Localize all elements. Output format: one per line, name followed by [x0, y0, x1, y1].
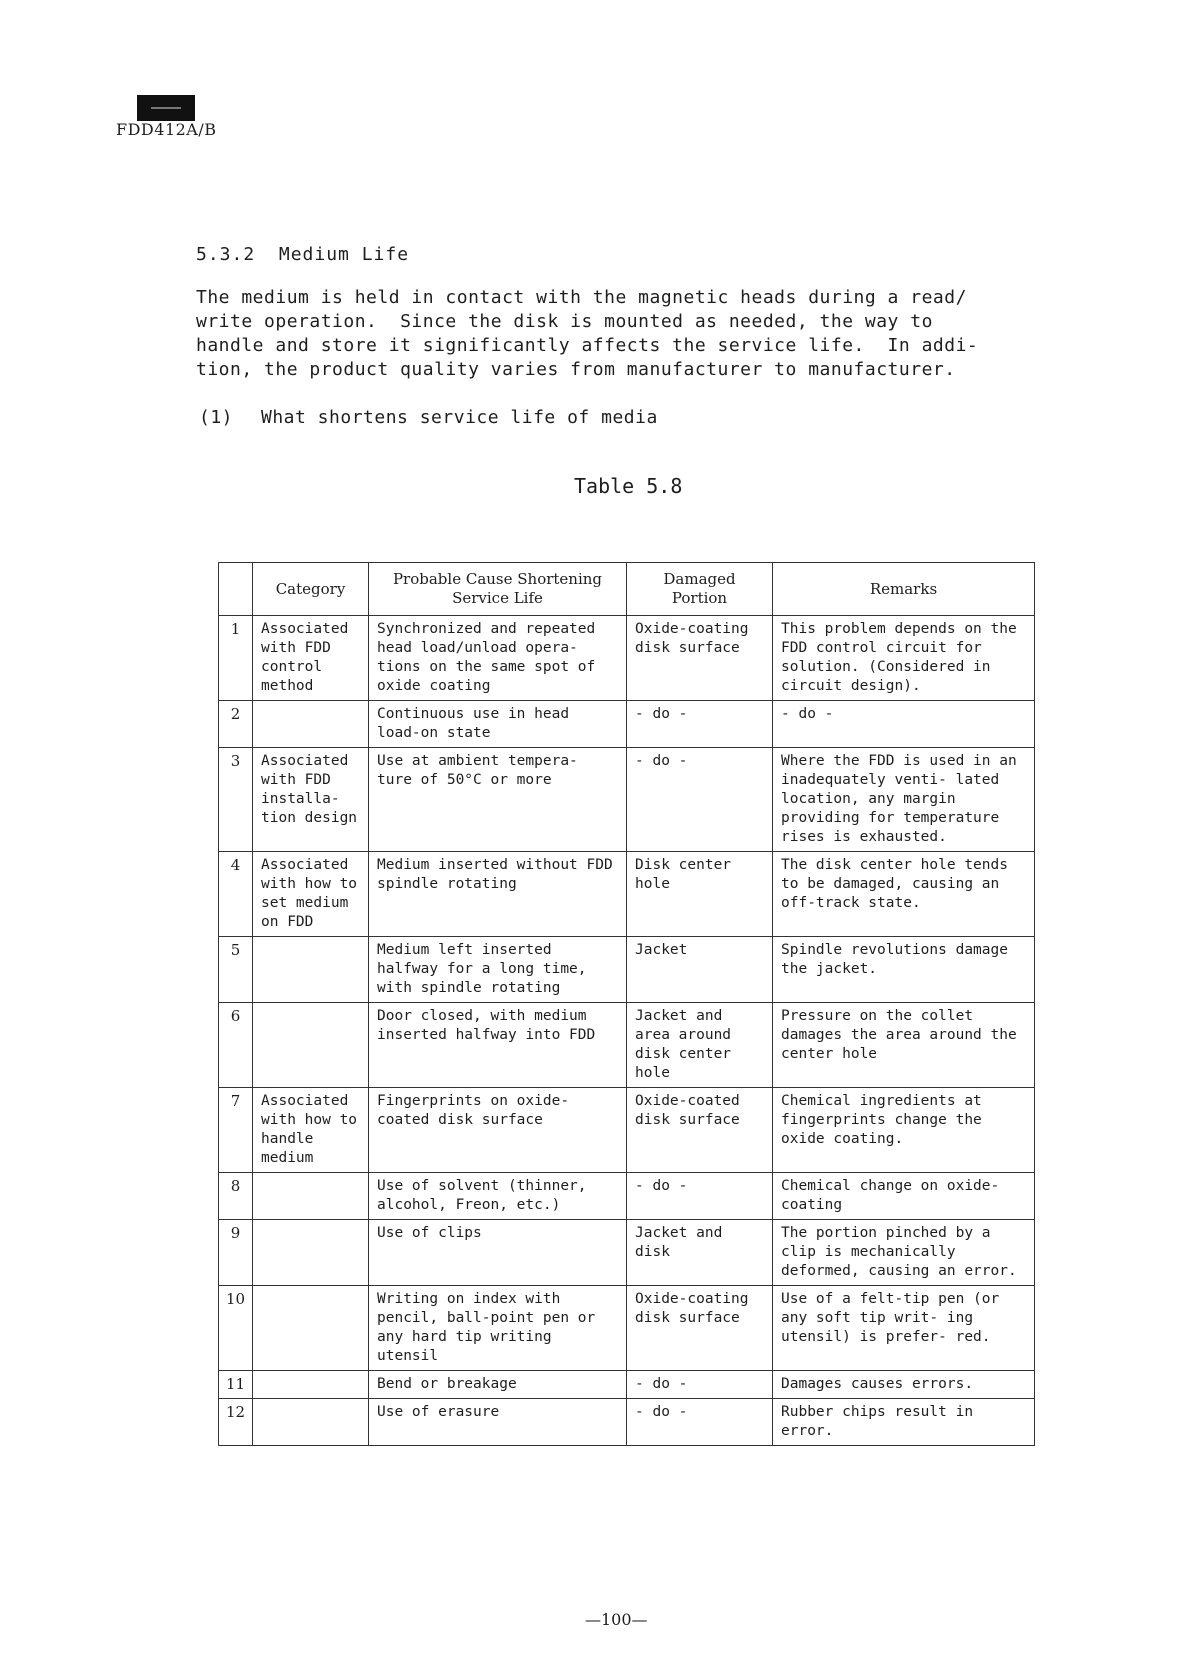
list-item — [199, 407, 658, 428]
row-remarks: Damages causes errors. — [773, 1371, 1035, 1399]
row-cause: Use of erasure — [369, 1399, 627, 1446]
table-row — [219, 1088, 1035, 1173]
row-cause: Writing on index with pencil, ball-point pen or any hard tip writing utensil — [369, 1286, 627, 1371]
item-text: What shortens service life of media — [261, 407, 658, 428]
row-cause: Use at ambient tempera- ture of 50°C or more — [369, 748, 627, 852]
row-category: Associated with how to set medium on FDD — [253, 852, 369, 937]
table-row — [219, 1371, 1035, 1399]
row-remarks: Chemical change on oxide-coating — [773, 1173, 1035, 1220]
row-portion: - do - — [627, 1399, 773, 1446]
row-category: Associated with how to handle medium — [253, 1088, 369, 1173]
row-number: 2 — [219, 701, 253, 748]
row-category: Associated with FDD control method — [253, 616, 369, 701]
row-cause: Use of solvent (thinner, alcohol, Freon, etc.) — [369, 1173, 627, 1220]
row-remarks: Pressure on the collet damages the area around the center hole — [773, 1003, 1035, 1088]
model-number: FDD412A/B — [116, 120, 217, 139]
row-category — [253, 1371, 369, 1399]
section-paragraph — [196, 286, 1056, 382]
row-number: 1 — [219, 616, 253, 701]
service-life-table — [218, 562, 1035, 1446]
row-remarks: Chemical ingredients at fingerprints change the oxide coating. — [773, 1088, 1035, 1173]
row-number: 4 — [219, 852, 253, 937]
table-row — [219, 1220, 1035, 1286]
row-remarks: The portion pinched by a clip is mechanically deformed, causing an error. — [773, 1220, 1035, 1286]
row-number: 8 — [219, 1173, 253, 1220]
row-portion: - do - — [627, 748, 773, 852]
row-remarks: Spindle revolutions damage the jacket. — [773, 937, 1035, 1003]
row-remarks: Rubber chips result in error. — [773, 1399, 1035, 1446]
row-cause: Fingerprints on oxide- coated disk surface — [369, 1088, 627, 1173]
row-remarks: Where the FDD is used in an inadequately venti- lated location, any margin providing for temperature rises is exhausted. — [773, 748, 1035, 852]
row-portion: - do - — [627, 1173, 773, 1220]
row-category — [253, 1220, 369, 1286]
table-row — [219, 1286, 1035, 1371]
header-category: Category — [253, 563, 369, 616]
table-row — [219, 937, 1035, 1003]
table-row — [219, 616, 1035, 701]
header-remarks: Remarks — [773, 563, 1035, 616]
row-number: 11 — [219, 1371, 253, 1399]
row-number: 12 — [219, 1399, 253, 1446]
row-number: 3 — [219, 748, 253, 852]
page-number: —100— — [585, 1610, 648, 1629]
row-category — [253, 937, 369, 1003]
item-number: (1) — [199, 407, 234, 428]
paragraph-line: tion, the product quality varies from manufacturer to manufacturer. — [196, 359, 956, 380]
table-caption: Table 5.8 — [574, 474, 683, 498]
row-number: 6 — [219, 1003, 253, 1088]
row-cause: Medium left inserted halfway for a long time, with spindle rotating — [369, 937, 627, 1003]
row-portion: Oxide-coating disk surface — [627, 616, 773, 701]
table-row — [219, 1173, 1035, 1220]
row-cause: Door closed, with medium inserted halfway into FDD — [369, 1003, 627, 1088]
table-row — [219, 1399, 1035, 1446]
row-cause: Medium inserted without FDD spindle rotating — [369, 852, 627, 937]
paragraph-line: The medium is held in contact with the magnetic heads during a read/ — [196, 287, 967, 308]
row-category — [253, 1003, 369, 1088]
row-portion: Jacket and disk — [627, 1220, 773, 1286]
row-cause: Continuous use in head load-on state — [369, 701, 627, 748]
row-portion: Jacket and area around disk center hole — [627, 1003, 773, 1088]
table-row — [219, 1003, 1035, 1088]
row-remarks: The disk center hole tends to be damaged, causing an off-track state. — [773, 852, 1035, 937]
row-portion: Oxide-coating disk surface — [627, 1286, 773, 1371]
header-cause: Probable Cause Shortening Service Life — [369, 563, 627, 616]
row-category — [253, 701, 369, 748]
table-row — [219, 748, 1035, 852]
row-number: 7 — [219, 1088, 253, 1173]
row-portion: - do - — [627, 701, 773, 748]
table-row — [219, 852, 1035, 937]
row-portion: Disk center hole — [627, 852, 773, 937]
table-row — [219, 701, 1035, 748]
row-number: 5 — [219, 937, 253, 1003]
row-cause: Use of clips — [369, 1220, 627, 1286]
row-portion: Jacket — [627, 937, 773, 1003]
row-cause: Synchronized and repeated head load/unload opera- tions on the same spot of oxide coating — [369, 616, 627, 701]
row-number: 10 — [219, 1286, 253, 1371]
paragraph-line: handle and store it significantly affects the service life. In addi- — [196, 335, 979, 356]
row-remarks: - do - — [773, 701, 1035, 748]
row-remarks: This problem depends on the FDD control circuit for solution. (Considered in circuit design). — [773, 616, 1035, 701]
section-title: 5.3.2 Medium Life — [196, 244, 410, 265]
row-portion: - do - — [627, 1371, 773, 1399]
header-portion: Damaged Portion — [627, 563, 773, 616]
paragraph-line: write operation. Since the disk is mounted as needed, the way to — [196, 311, 933, 332]
row-category — [253, 1399, 369, 1446]
header-number — [219, 563, 253, 616]
row-cause: Bend or breakage — [369, 1371, 627, 1399]
table-header-row — [219, 563, 1035, 616]
row-remarks: Use of a felt-tip pen (or any soft tip writ- ing utensil) is prefer- red. — [773, 1286, 1035, 1371]
row-portion: Oxide-coated disk surface — [627, 1088, 773, 1173]
row-number: 9 — [219, 1220, 253, 1286]
row-category — [253, 1286, 369, 1371]
manufacturer-logo — [137, 95, 195, 121]
row-category: Associated with FDD installa- tion design — [253, 748, 369, 852]
row-category — [253, 1173, 369, 1220]
